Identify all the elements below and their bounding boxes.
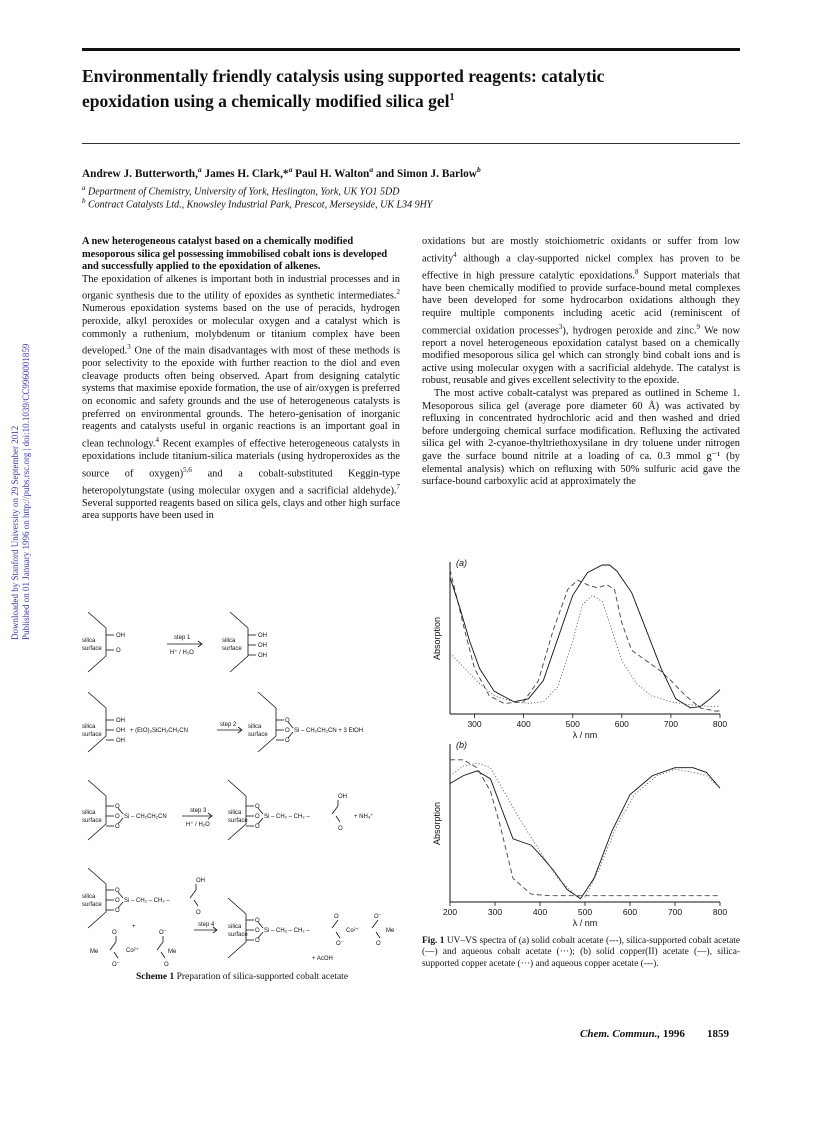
ominus-label: O⁻: [159, 930, 167, 936]
silica-surface-bracket: [258, 692, 276, 752]
right-column: [422, 236, 740, 489]
scheme-1: [82, 600, 402, 975]
intro-text-f: Several supported reagents based on silica gels, clays and other high surface area supports have been used in: [82, 497, 400, 522]
o-label: O: [116, 648, 121, 654]
download-notice-line1: Downloaded by Stanford University on 29 September 2012: [10, 425, 20, 640]
acid-label: H⁺ / H₂O: [170, 650, 194, 656]
right-text-d: ), hydrogen peroxide and zinc.: [562, 324, 697, 336]
author-2: James H. Clark,*: [201, 167, 289, 180]
spectrum-panel-b: [432, 740, 727, 928]
o-label: O: [255, 918, 260, 924]
o-label: O: [285, 738, 290, 744]
panel-label: (b): [456, 740, 467, 750]
title-footnote-ref: 1: [449, 92, 455, 103]
o-label: O: [255, 928, 260, 934]
oh-label: OH: [258, 653, 267, 659]
me-label: Me: [168, 949, 177, 955]
o-label: O: [115, 804, 120, 810]
o-label: O: [255, 824, 260, 830]
x-tick-label: 300: [487, 907, 503, 917]
step3-label: step 3: [190, 808, 207, 814]
author-3: Paul H. Walton: [292, 167, 370, 180]
surface-label: surface: [228, 932, 248, 938]
x-tick-label: 700: [667, 907, 683, 917]
intro-paragraph: [82, 274, 400, 523]
o-label: O: [115, 824, 120, 830]
cobalt-label: Co²⁺: [126, 948, 139, 954]
cobalt-label: Co²⁺: [346, 928, 359, 934]
right-text-c: Support materials that have been chemically modified to provide surface-bound metal complexes have been developed for some hydrocarbon oxidations although they require multiple components including acetic acid (reminiscent of commercial oxidation processes: [422, 270, 740, 336]
x-axis-label: λ / nm: [572, 918, 598, 928]
step2-label: step 2: [220, 722, 237, 728]
intro-text-c: One of the main disadvantages with most of these methods is poor selectivity to the epoxide with further reaction to the diol and even cleavage products often being observed. Apart from designing catalytic systems that maximise epoxide formation, the use of air/oxygen is preferred on economic and safety grounds and the use of heterogeneous catalysts is preferred on environmental grounds. The hetero-genisation of inorganic reagents and catalysts useful in organic reactions is an important goal in clean technology.: [82, 345, 400, 450]
x-tick-label: 400: [532, 907, 548, 917]
o-label: O: [115, 898, 120, 904]
silica-label: silica: [228, 810, 242, 816]
journal-name: Chem. Commun.,: [580, 1028, 663, 1040]
x-tick-label: 500: [565, 719, 580, 729]
ref-4: 4: [155, 435, 159, 444]
ref-2: 2: [396, 288, 400, 297]
me-label: Me: [386, 928, 395, 934]
ref-5-6: 5,6: [183, 465, 192, 474]
acoh-label: + AcOH: [312, 956, 333, 962]
top-rule: [82, 48, 740, 51]
author-1: Andrew J. Butterworth,: [82, 167, 198, 180]
author-4: and Simon J. Barlow: [373, 167, 477, 180]
o-label: O: [376, 941, 381, 947]
intro-text-e: and a cobalt-substituted Keggin-type heteropolytungstate (using molecular oxygen and a sacrificial aldehyde).: [82, 467, 400, 497]
left-column: [82, 236, 400, 523]
intro-text-d: Recent examples of effective heterogeneous catalysts in epoxidations include titanium-silica materials (using hydroperoxides as the source of oxygen): [82, 438, 401, 479]
me-label: Me: [90, 949, 99, 955]
series-line-solid: [450, 565, 720, 708]
x-tick-label: 600: [614, 719, 629, 729]
figure-caption: [422, 936, 740, 970]
series-line-solid: [450, 768, 720, 899]
x-tick-label: 200: [442, 907, 458, 917]
ref-8: 8: [635, 267, 639, 276]
download-notice-line2: Published on 01 January 1996 on http://pubs.rsc.org | doi:10.1039/CC9960001859: [21, 343, 31, 640]
o-label: O: [115, 814, 120, 820]
ominus-label: O⁻: [112, 962, 120, 968]
journal-year: 1996: [662, 1028, 685, 1040]
oh-label: OH: [196, 878, 205, 884]
oh-label: OH: [116, 738, 125, 744]
surface-label: surface: [228, 818, 248, 824]
o-label: O: [334, 914, 339, 920]
author-2-affil: a: [288, 165, 293, 174]
oh-label: OH: [258, 643, 267, 649]
oh-label: OH: [338, 794, 347, 800]
figure-caption-label: Fig. 1: [422, 936, 445, 946]
silica-surface-bracket: [88, 692, 106, 752]
right-text-e: We now report a novel heterogeneous epoxidation catalyst based on a chemically modified mesoporous silica gel which can strongly bind cobalt ions and is active using molecular oxygen with a sacrificial aldehyde. The catalyst is robust, reusable and gives excellent selectivity to the epoxide.: [422, 324, 740, 387]
oh-label: OH: [116, 728, 125, 734]
o-label: O: [338, 826, 343, 832]
y-axis-label: Absorption: [432, 616, 442, 660]
ref-4b: 4: [453, 250, 457, 259]
affiliation-b: [82, 197, 432, 210]
oh-label: OH: [116, 633, 125, 639]
x-tick-label: 800: [712, 719, 728, 729]
page-number: 1859: [707, 1028, 729, 1040]
author-1-affil: a: [197, 165, 202, 174]
acid-chain-label: Si – CH₂ – CH₂ –: [124, 898, 170, 904]
silica-label: silica: [82, 894, 96, 900]
affiliation-a: [82, 184, 400, 197]
ref-7: 7: [396, 482, 400, 491]
x-axis-label: λ / nm: [572, 730, 598, 740]
nitrile-label: Si – CH₂CH₂CN: [124, 814, 167, 820]
silica-label: silica: [248, 724, 262, 730]
affiliation-a-text: Department of Chemistry, University of York, Heslington, York, UK YO1 5DD: [85, 186, 400, 198]
acid-chain-label: Si – CH₂ – CH₂ –: [264, 928, 310, 934]
ominus-label: O⁻: [336, 941, 344, 947]
surface-label: surface: [248, 732, 268, 738]
silica-label: silica: [82, 724, 96, 730]
surface-label: surface: [82, 818, 102, 824]
abstract: A new heterogeneous catalyst based on a chemically modified mesoporous silica gel possessing immobilised cobalt ions is developed and successfully applied to the epoxidation of alkenes.: [82, 236, 388, 273]
oh-label: OH: [116, 718, 125, 724]
oh-label: OH: [258, 633, 267, 639]
o-label: O: [115, 888, 120, 894]
plus-label: +: [132, 924, 136, 930]
x-tick-label: 600: [622, 907, 638, 917]
title-line1: Environmentally friendly catalysis using supported reagents: catalytic: [82, 66, 605, 86]
scheme-caption-text: Preparation of silica-supported cobalt acetate: [174, 972, 349, 982]
author-4-affil: b: [476, 165, 481, 174]
page-footer: [580, 1028, 685, 1040]
x-tick-label: 300: [467, 719, 482, 729]
scheme-caption-label: Scheme 1: [135, 972, 175, 982]
figure-caption-text: UV–VS spectra of (a) solid cobalt acetate (---), silica-supported cobalt acetate (—) and aqueous cobalt acetate (···); (b) solid copper(II) acetate (—), silica-supported copper acetate (···) and aqueous copper acetate (---).: [422, 936, 740, 969]
product2-label: Si – CH₂CH₂CN + 3 EtOH: [294, 728, 364, 734]
title-rule: [82, 143, 740, 144]
o-label: O: [164, 962, 169, 968]
intro-text-a: The epoxidation of alkenes is important both in industrial processes and in organic synthesis due to the utility of epoxides as synthetic intermediates.: [82, 273, 400, 302]
right-text-b: although a clay-supported nickel complex has proven to be effective in high pressure catalytic epoxidations.: [422, 253, 740, 282]
silica-label: silica: [228, 924, 242, 930]
silica-label: silica: [82, 638, 96, 644]
figure-1: [428, 552, 740, 932]
surface-label: surface: [82, 646, 102, 652]
step1-label: step 1: [174, 635, 191, 641]
series-line-dotted: [450, 595, 720, 706]
ominus-label: O⁻: [374, 914, 382, 920]
o-label: O: [255, 938, 260, 944]
ref-9: 9: [696, 322, 700, 331]
o-label: O: [196, 910, 201, 916]
download-notice: [10, 344, 32, 640]
o-label: O: [285, 718, 290, 724]
ref-3: 3: [127, 343, 131, 352]
x-tick-label: 800: [712, 907, 728, 917]
acid-label: H⁺ / H₂O: [186, 822, 210, 828]
x-tick-label: 700: [663, 719, 679, 729]
surface-label: surface: [82, 902, 102, 908]
scheme-caption: [82, 972, 402, 982]
series-line-dotted: [450, 763, 720, 897]
author-3-affil: a: [369, 165, 374, 174]
o-label: O: [255, 814, 260, 820]
right-paragraph-2: The most active cobalt-catalyst was prepared as outlined in Scheme 1. Mesoporous silica gel (average pore diameter 60 Å) was activated by refluxing in concentrated hydrochloric acid and then washed and dried before undergoing chemical surface modification. Refluxing the activated silica gel with 2-cyanoe-thyltriethoxysilane in dry toluene under nitrogen gave the surface bound nitrile at a loading of ca. 0.3 mmol g⁻¹ (by elemental analysis) which on refluxing with 50% sulfuric acid gave the surface-bound carboxylic acid at approximately the: [422, 387, 740, 488]
acid-chain-label: Si – CH₂ – CH₂ –: [264, 814, 310, 820]
affiliation-a-mark: a: [82, 184, 86, 192]
x-tick-label: 500: [577, 907, 593, 917]
spectrum-panel-a: [432, 558, 727, 740]
affiliation-b-mark: b: [82, 197, 86, 205]
o-label: O: [285, 728, 290, 734]
series-line-dashed: [450, 570, 720, 711]
nh4-label: + NH₄⁺: [354, 814, 374, 820]
o-label: O: [115, 908, 120, 914]
surface-label: surface: [222, 646, 242, 652]
y-axis-label: Absorption: [432, 801, 442, 845]
silica-label: silica: [82, 810, 96, 816]
affiliation-b-text: Contract Catalysts Ltd., Knowsley Industrial Park, Prescot, Merseyside, UK L34 9HY: [85, 199, 433, 211]
o-label: O: [112, 930, 117, 936]
article-title: [82, 66, 722, 112]
series-line-dashed: [450, 760, 720, 896]
ref-3b: 3: [558, 322, 563, 331]
silica-label: silica: [222, 638, 236, 644]
surface-label: surface: [82, 732, 102, 738]
right-paragraph-1: [422, 236, 740, 388]
o-label: O: [255, 804, 260, 810]
reagent-label: + (EtO)₃SiCH₂CH₂CN: [130, 728, 188, 734]
right-text-a: oxidations but are mostly stoichiometric oxidants or suffer from low activity: [422, 236, 740, 265]
intro-text-b: Numerous epoxidation systems based on the use of peracids, hydrogen peroxide, alkyl peroxides or molecular oxygen and a catalyst which is commonly a ruthenium, molybdenum or titanium complex have been developed.: [82, 303, 400, 357]
title-line2: epoxidation using a chemically modified silica gel: [82, 90, 450, 111]
panel-label: (a): [456, 558, 467, 568]
x-tick-label: 400: [516, 719, 531, 729]
step4-label: step 4: [198, 922, 215, 928]
author-list: [82, 165, 742, 180]
